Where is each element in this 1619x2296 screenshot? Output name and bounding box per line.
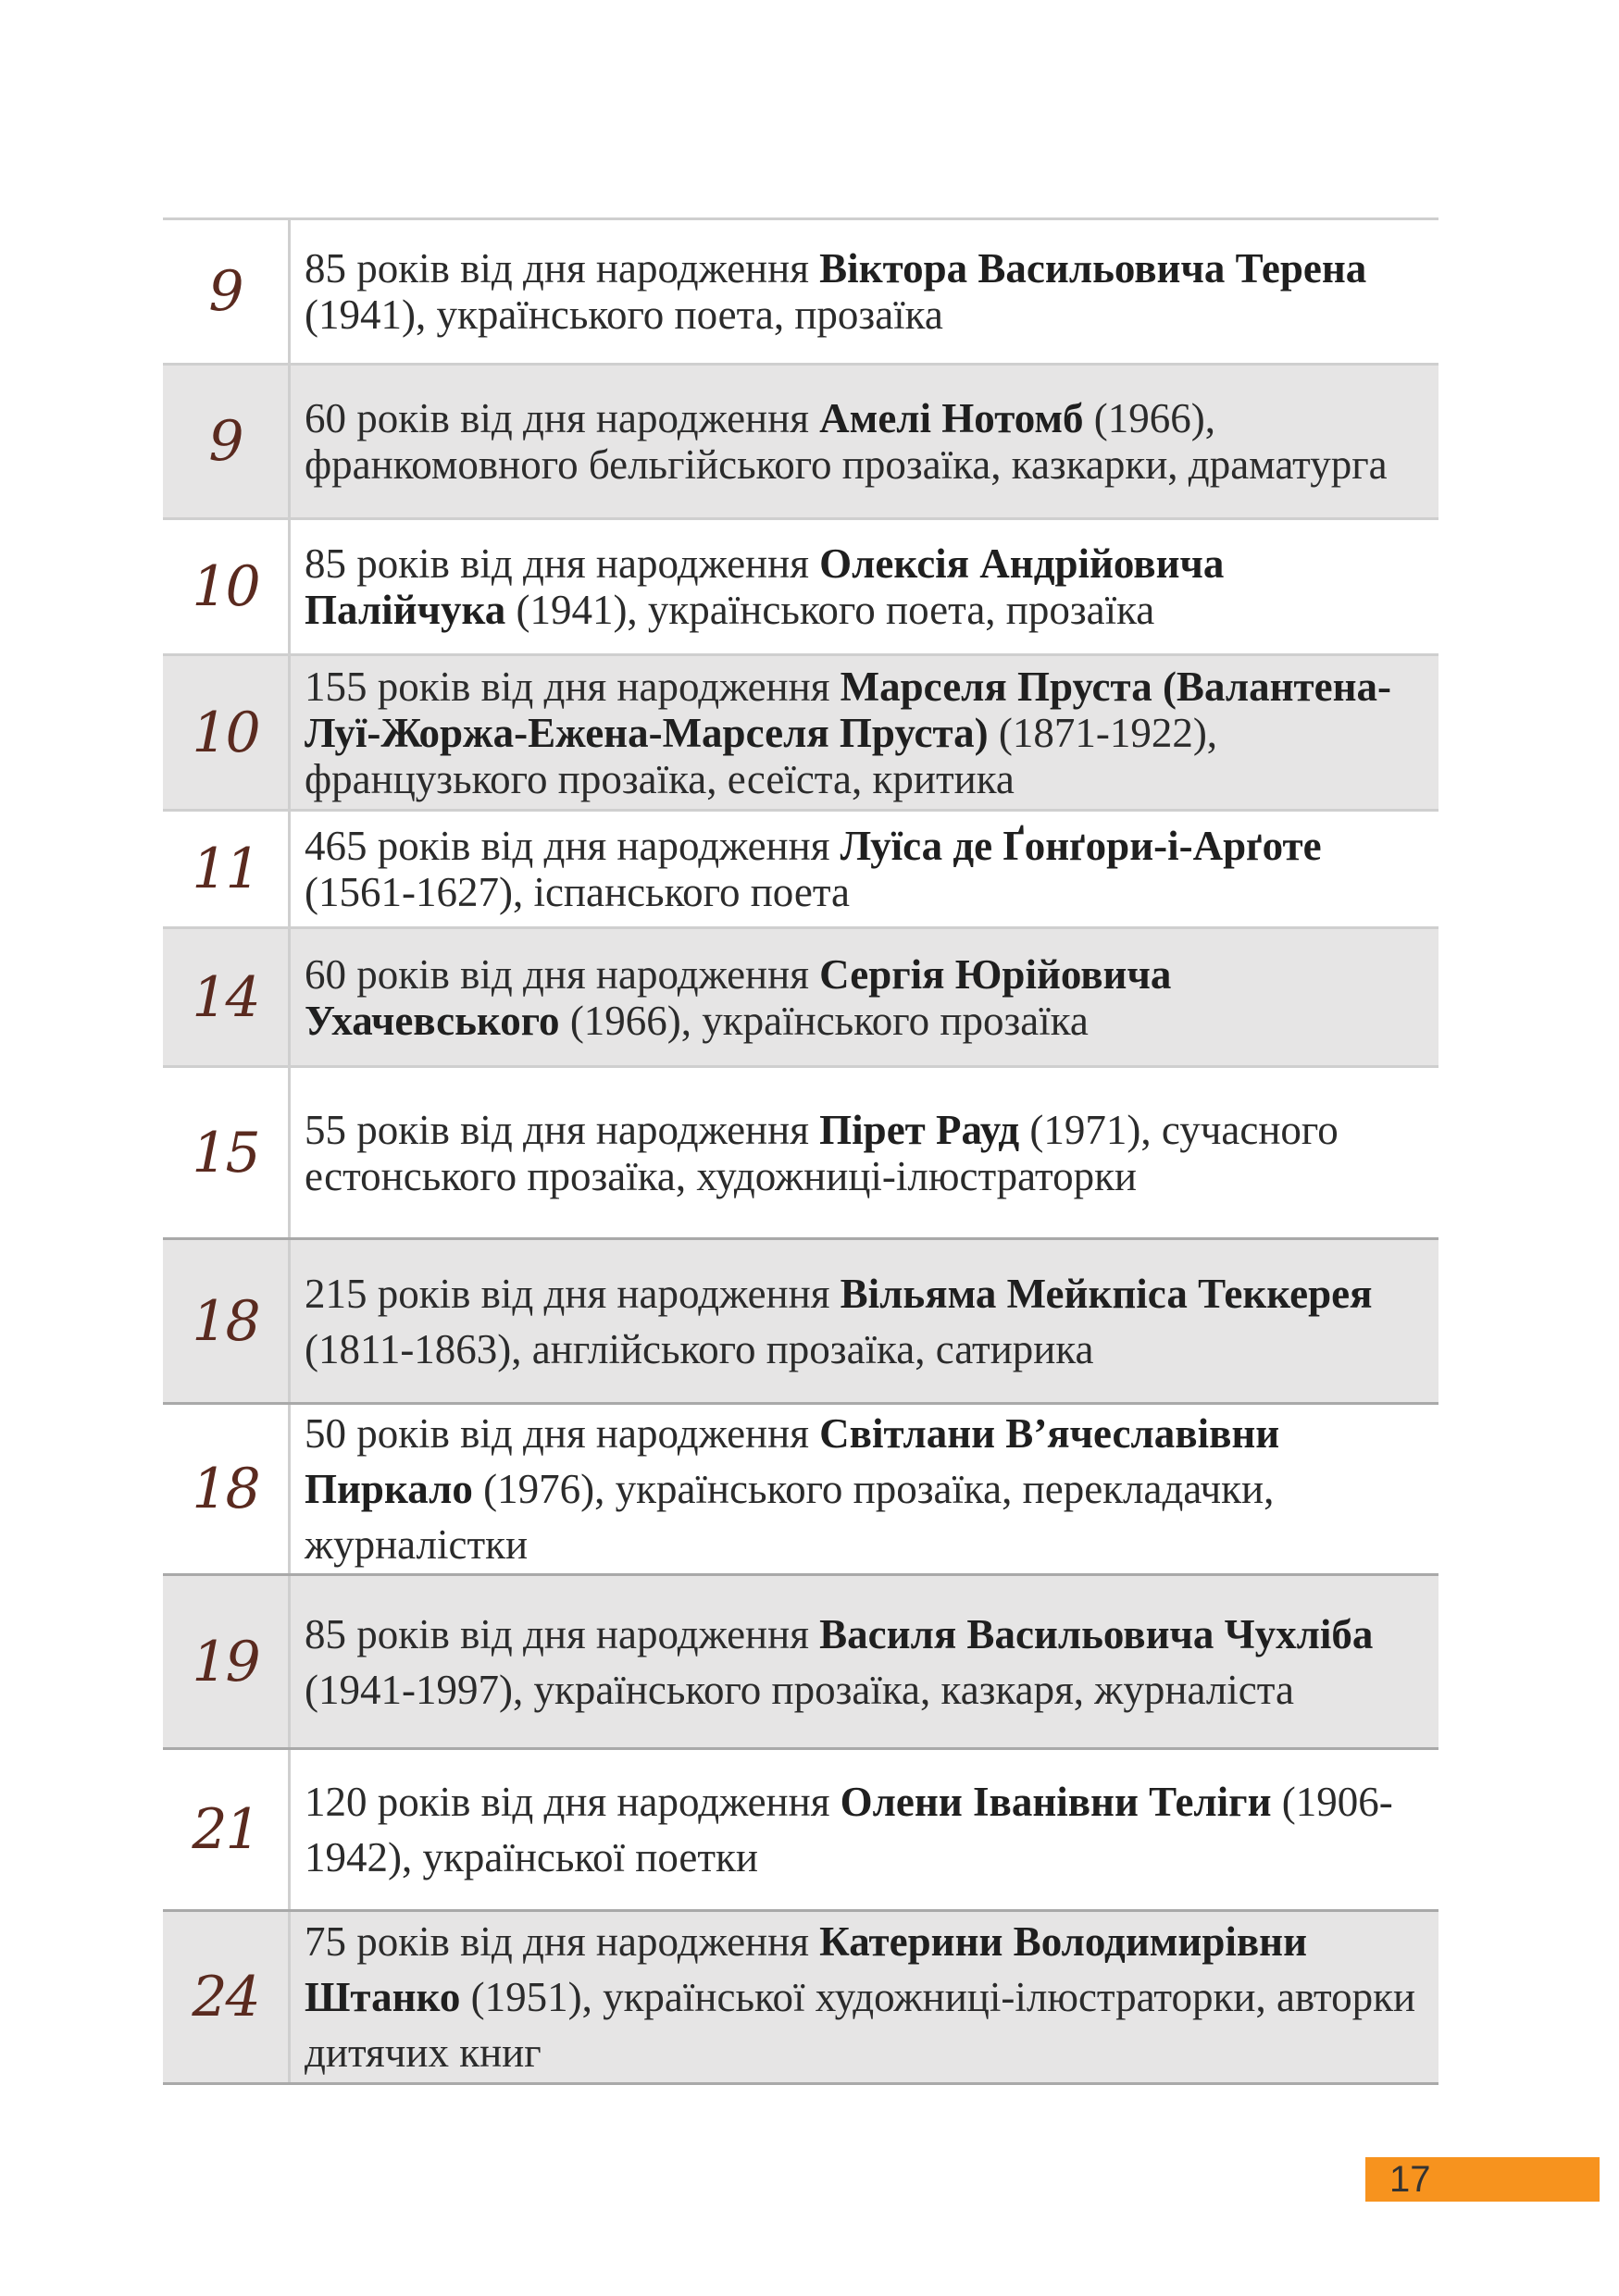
table-row	[163, 366, 1438, 520]
table-row	[163, 1405, 1438, 1576]
table-row	[163, 812, 1438, 929]
day-cell: 24	[163, 1912, 291, 2082]
entry-text: 215 років від дня народження Вільяма Мейкпіса Теккерея (1811-1863), англійського прозаїка, сатирика	[305, 1270, 1373, 1372]
day-cell: 15	[163, 1068, 291, 1237]
day-cell: 9	[163, 366, 291, 517]
entry-text: 120 років від дня народження Олени Іванівни Теліги (1906-1942), української поетки	[305, 1779, 1393, 1880]
day-cell: 14	[163, 929, 291, 1065]
day-cell: 21	[163, 1750, 291, 1909]
entry-text: 50 років від дня народження Світлани В’ячеславівни Пиркало (1976), українського прозаїка, перекладачки, журналістки	[305, 1410, 1280, 1568]
day-cell: 18	[163, 1240, 291, 1402]
table-row	[163, 1240, 1438, 1405]
entry-text: 85 років від дня народження Віктора Васильовича Терена (1941), українського поета, прозаїка	[305, 245, 1367, 338]
table-row	[163, 1750, 1438, 1912]
day-cell: 10	[163, 520, 291, 653]
page-number: 17	[1365, 2157, 1600, 2202]
table-row	[163, 1576, 1438, 1750]
day-cell: 18	[163, 1405, 291, 1573]
anniversary-table	[163, 217, 1438, 2085]
table-row	[163, 1912, 1438, 2085]
day-cell: 10	[163, 656, 291, 809]
entry-text: 465 років від дня народження Луїса де Ґонґори-і-Арґоте (1561-1627), іспанського поета	[305, 823, 1322, 915]
table-row	[163, 220, 1438, 366]
table-row	[163, 929, 1438, 1068]
entry-text: 155 років від дня народження Марселя Пруста (Валантена-Луї-Жоржа-Ежена-Марселя Пруста) (1871-1922), французького прозаїка, есеїста, критика	[305, 663, 1391, 802]
entry-text: 60 років від дня народження Сергія Юрійовича Ухачевського (1966), українського прозаїка	[305, 950, 1172, 1044]
entry-text: 85 років від дня народження Василя Васильовича Чухліба (1941-1997), українського прозаїка, казкаря, журналіста	[305, 1610, 1374, 1713]
entry-text: 85 років від дня народження Олексія Андрійовича Палійчука (1941), українського поета, прозаїка	[305, 540, 1225, 633]
day-cell: 11	[163, 812, 291, 926]
table-row	[163, 1068, 1438, 1240]
entry-text: 60 років від дня народження Амелі Нотомб (1966), франкомовного бельгійського прозаїка, казкарки, драматурга	[305, 395, 1388, 488]
entry-text: 55 років від дня народження Пірет Рауд (1971), сучасного естонського прозаїка, художниці-ілюстраторки	[305, 1106, 1339, 1199]
entry-text: 75 років від дня народження Катерини Володимирівни Штанко (1951), української художниці-ілюстраторки, авторки дитячих книг	[305, 1918, 1416, 2076]
day-cell: 19	[163, 1576, 291, 1747]
day-cell: 9	[163, 220, 291, 363]
table-row	[163, 656, 1438, 812]
table-row	[163, 520, 1438, 656]
